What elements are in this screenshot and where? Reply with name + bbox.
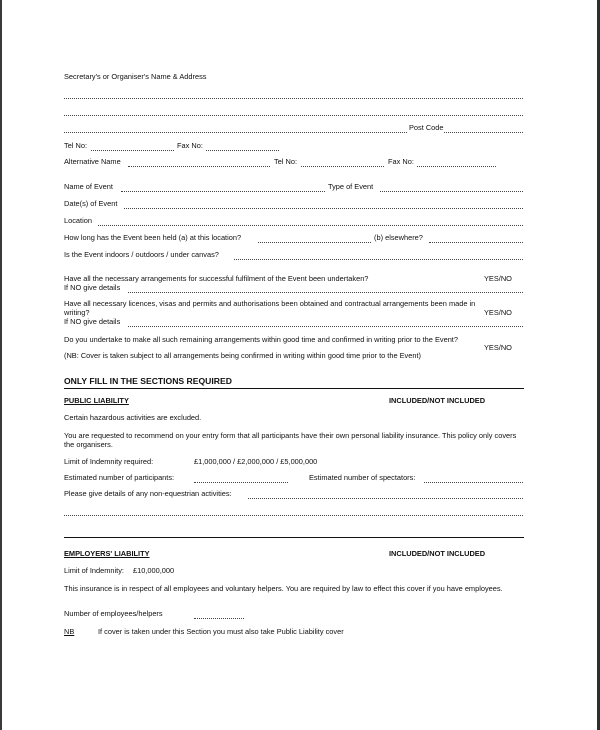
q3-text: Do you undertake to make all such remaining arrangements within good time and confirmed in writing prior to the Event? <box>64 335 458 344</box>
indoors-label: Is the Event indoors / outdoors / under canvas? <box>64 250 219 259</box>
page-border-left <box>0 0 2 730</box>
section-rule <box>64 537 524 538</box>
elsewhere-field[interactable] <box>429 242 523 243</box>
non-equestrian-label: Please give details of any non-equestrian activities: <box>64 489 232 498</box>
pl-limit-value[interactable]: £1,000,000 / £2,000,000 / £5,000,000 <box>194 457 318 466</box>
spectators-label: Estimated number of spectators: <box>309 473 416 482</box>
nb-text: If cover is taken under this Section you must also take Public Liability cover <box>98 627 344 636</box>
public-liability-included[interactable]: INCLUDED/NOT INCLUDED <box>389 396 486 405</box>
q1-yes-no[interactable]: YES/NO <box>484 274 512 283</box>
alt-name-label: Alternative Name <box>64 157 121 166</box>
name-address-label: Secretary's or Organiser's Name & Address <box>64 72 207 81</box>
post-code-field[interactable] <box>444 132 523 133</box>
non-equestrian-field-1[interactable] <box>248 498 523 499</box>
el-limit-label: Limit of Indemnity: <box>64 566 124 575</box>
alt-tel-field[interactable] <box>301 166 384 167</box>
alt-fax-field[interactable] <box>417 166 496 167</box>
event-dates-label: Date(s) of Event <box>64 199 118 208</box>
nb-label: NB <box>64 627 75 636</box>
spectators-field[interactable] <box>424 482 523 483</box>
event-dates-field[interactable] <box>124 208 523 209</box>
fax-field[interactable] <box>206 150 279 151</box>
address-line-2[interactable] <box>64 115 523 116</box>
heading-rule <box>64 388 524 389</box>
fax-label: Fax No: <box>177 141 203 150</box>
alt-tel-label: Tel No: <box>274 157 298 166</box>
q1-details-field[interactable] <box>128 292 523 293</box>
hazardous-note: Certain hazardous activities are excluded. <box>64 413 202 422</box>
employees-field[interactable] <box>194 618 244 619</box>
participants-label: Estimated number of participants: <box>64 473 175 482</box>
q3-note: (NB: Cover is taken subject to all arrangements being confirmed in writing within good time prior to the Event) <box>64 351 421 360</box>
employees-label: Number of employees/helpers <box>64 609 163 618</box>
non-equestrian-field-2[interactable] <box>64 515 523 516</box>
sections-heading: ONLY FILL IN THE SECTIONS REQUIRED <box>64 376 232 386</box>
elsewhere-label: (b) elsewhere? <box>374 233 423 242</box>
q2-details-label: If NO give details <box>64 317 121 326</box>
address-line-1[interactable] <box>64 98 523 99</box>
tel-label: Tel No: <box>64 141 88 150</box>
q2-details-field[interactable] <box>128 326 523 327</box>
public-liability-title: PUBLIC LIABILITY <box>64 396 129 405</box>
q2-text-line1: Have all necessary licences, visas and permits and authorisations been obtained and contractual arrangements been made in <box>64 299 476 308</box>
el-limit-value: £10,000,000 <box>133 566 175 575</box>
tel-field[interactable] <box>91 150 174 151</box>
q2-yes-no[interactable]: YES/NO <box>484 308 512 317</box>
recommend-text: You are requested to recommend on your entry form that all participants have their own personal liability insurance. This policy only covers the organisers. <box>64 431 517 450</box>
q1-text: Have all the necessary arrangements for successful fulfilment of the Event been undertaken? <box>64 274 369 283</box>
q1-details-label: If NO give details <box>64 283 121 292</box>
q2-text-line2: writing? <box>64 308 90 317</box>
event-name-field[interactable] <box>121 191 325 192</box>
location-label: Location <box>64 216 92 225</box>
alt-name-field[interactable] <box>128 166 270 167</box>
address-line-3[interactable] <box>64 132 407 133</box>
alt-fax-label: Fax No: <box>388 157 414 166</box>
held-field[interactable] <box>258 242 371 243</box>
participants-field[interactable] <box>194 482 288 483</box>
q3-yes-no[interactable]: YES/NO <box>484 343 512 352</box>
location-field[interactable] <box>98 225 523 226</box>
employers-liability-included[interactable]: INCLUDED/NOT INCLUDED <box>389 549 486 558</box>
employers-liability-title: EMPLOYERS' LIABILITY <box>64 549 150 558</box>
post-code-label: Post Code <box>409 123 444 132</box>
event-name-label: Name of Event <box>64 182 113 191</box>
insurance-text: This insurance is in respect of all employees and voluntary helpers. You are required by law to effect this cover if you have employees. <box>64 584 503 593</box>
held-label: How long has the Event been held (a) at this location? <box>64 233 242 242</box>
indoors-field[interactable] <box>234 259 523 260</box>
event-type-label: Type of Event <box>328 182 374 191</box>
pl-limit-label: Limit of Indemnity required: <box>64 457 154 466</box>
event-type-field[interactable] <box>380 191 523 192</box>
